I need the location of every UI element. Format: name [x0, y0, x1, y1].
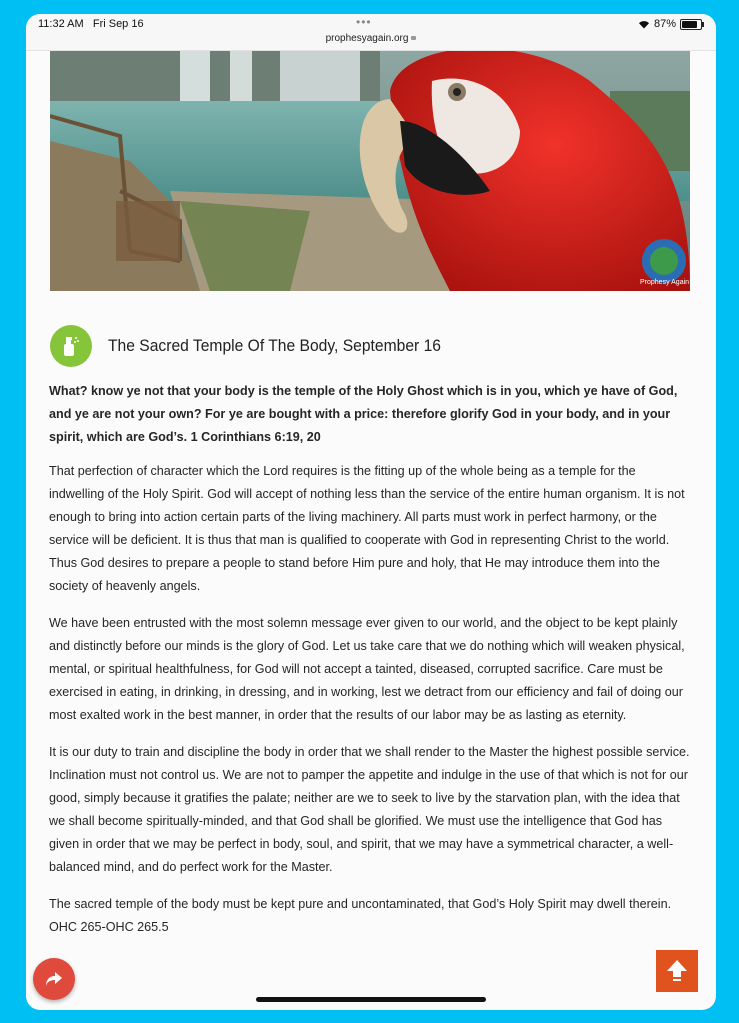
logo-text: Prophesy Again [640, 279, 690, 286]
paragraph: It is our duty to train and discipline the body in order that we shall render to the Master the highest possible service. Inclination must not control us. We are not to pamper the appetite and indulge in the use of that which is not for our good, simply because it gratifies the palate; neither are we to seek to live by the starvation plan, with the idea that we shall become spiritually-minded, and that God shall be glorified. We must use the intelligence that God has given in order that we may be perfect in body, soul, and spirit, that we may have a symmetrical character, a well-balanced mind, and do perfect work for the Master. [49, 745, 690, 874]
hero-image [50, 51, 690, 291]
post-content [49, 380, 694, 939]
home-indicator[interactable] [256, 997, 486, 1002]
wifi-icon [638, 20, 650, 29]
paragraph: The sacred temple of the body must be kept pure and uncontaminated, that God’s Holy Spirit may dwell therein. OHC 265-OHC 265.5 [49, 897, 672, 934]
paragraph: That perfection of character which the Lord requires is the fitting up of the whole being as a temple for the indwelling of the Holy Spirit. God will accept of nothing less than the service of the entire human organism. It is not enough to bring into action certain parts of the living machinery. All parts must work in perfect harmony, or the service will be deficient. It is thus that man is qualified to cooperate with God in representing Christ to the world. Thus God desires to prepare a people to stand before Him pure and holy, that He may introduce them into the society of heavenly angels. [49, 464, 685, 593]
status-date: Fri Sep 16 [92, 18, 144, 30]
lock-icon [411, 36, 416, 40]
scripture-verse: What? know ye not that your body is the temple of the Holy Ghost which is in you, which ye have of God, and ye are not your own? For ye are bought with a price: therefore glorify God in your body, and in your spirit, which are God’s. 1 Corinthians 6:19, 20 [49, 384, 678, 444]
battery-icon [680, 19, 702, 30]
spray-bottle-icon [50, 325, 92, 367]
status-indicators [638, 18, 702, 30]
multitasking-dots-icon[interactable]: ••• [356, 15, 372, 29]
status-time: 11:32 AM Fri Sep 16 [38, 18, 144, 30]
address-bar[interactable] [26, 33, 716, 44]
battery-percent: 87% [653, 18, 676, 30]
back-to-top-button[interactable] [656, 950, 698, 992]
share-arrow-icon [45, 971, 63, 987]
browser-window [26, 14, 716, 1010]
share-button[interactable] [33, 958, 75, 1000]
up-arrow-icon [666, 959, 688, 983]
paragraph: We have been entrusted with the most solemn message ever given to our world, and the object to be kept plainly and distinctly before our minds is the glory of God. Let us take care that we do nothing which will weaken physical, mental, or spiritual healthfulness, for God will not accept a tainted, diseased, corrupted sacrifice. Care must be exercised in eating, in drinking, in dressing, and in working, lest we detract from our efficiency and fail of doing our most exalted work in the best manner, in order that the results of our labor may be as lasting as eternity. [49, 616, 685, 722]
url-text: prophesyagain.org [325, 33, 409, 44]
status-bar [26, 14, 716, 51]
post-title: The Sacred Temple Of The Body, September 16 [108, 336, 441, 355]
